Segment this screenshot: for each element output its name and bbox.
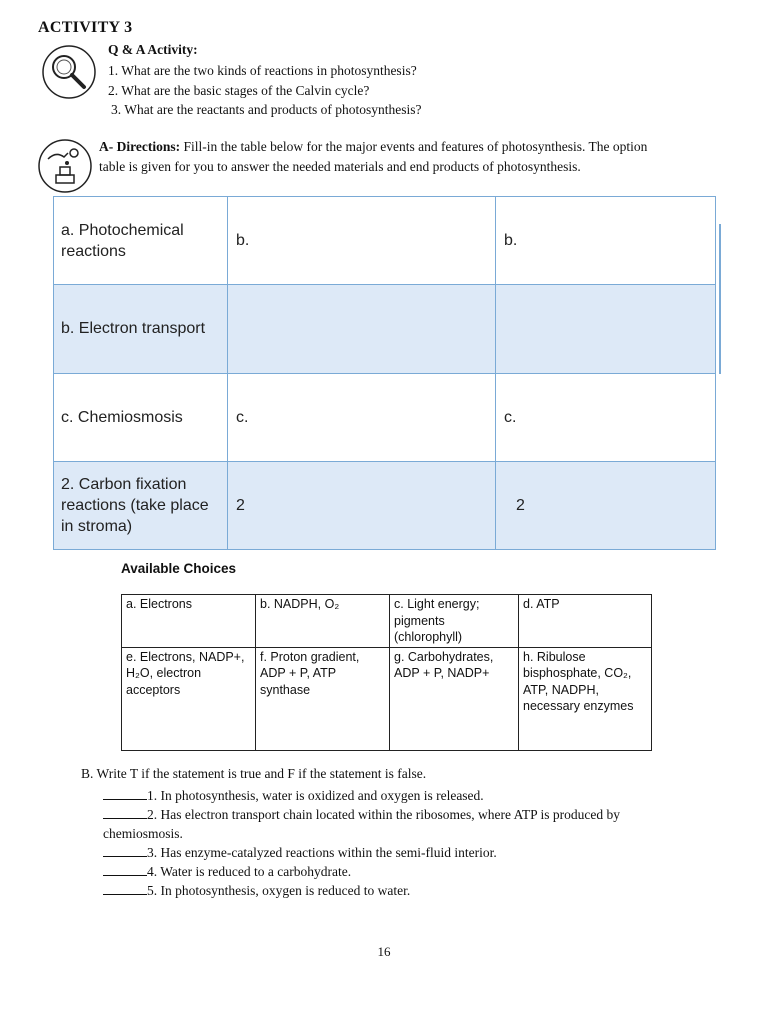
- row-label: a. Photochemical reactions: [54, 197, 228, 285]
- list-item: 4. Water is reduced to a carbohydrate.: [103, 862, 703, 881]
- answer-blank[interactable]: [103, 806, 147, 819]
- true-false-heading: B. Write T if the statement is true and F if the statement is false.: [81, 766, 427, 781]
- qa-question: 1. What are the two kinds of reactions in photosynthesis?: [108, 63, 417, 78]
- activity-title: ACTIVITY 3: [38, 19, 133, 36]
- page-number: 16: [377, 944, 391, 959]
- row-label: b. Electron transport: [54, 285, 228, 373]
- answer-cell[interactable]: 2: [228, 461, 496, 549]
- table-row: [54, 285, 716, 373]
- list-item: 2. Has electron transport chain located within the ribosomes, where ATP is produced by chemiosmosis.: [103, 807, 621, 841]
- qa-question: 3. What are the reactants and products of photosynthesis?: [111, 102, 422, 117]
- directions-body: Fill-in the table below for the major events and features of photosynthesis. The option table is given for you to answer the needed materials and end products of photosynthesis.: [99, 139, 648, 174]
- table-edge-divider: [719, 224, 721, 374]
- table-row: [122, 647, 652, 750]
- choice-cell: a. Electrons: [122, 595, 256, 648]
- choice-cell: g. Carbohydrates, ADP + P, NADP+: [390, 647, 519, 750]
- choice-cell: e. Electrons, NADP+, H₂O, electron acceptors: [122, 647, 256, 750]
- answer-cell[interactable]: c.: [496, 373, 716, 461]
- directions-label: A- Directions:: [99, 139, 181, 154]
- answer-blank[interactable]: [103, 863, 147, 876]
- answer-cell[interactable]: b.: [228, 197, 496, 285]
- choices-title: Available Choices: [121, 561, 237, 576]
- row-label: c. Chemiosmosis: [54, 373, 228, 461]
- answer-cell[interactable]: b.: [496, 197, 716, 285]
- answer-cell[interactable]: 2: [496, 461, 716, 549]
- answer-cell[interactable]: [228, 285, 496, 373]
- table-row: [54, 373, 716, 461]
- magnifier-icon: [40, 43, 98, 101]
- table-row: [122, 595, 652, 648]
- answer-blank[interactable]: [103, 882, 147, 895]
- choice-cell: c. Light energy; pigments (chlorophyll): [390, 595, 519, 648]
- answer-blank[interactable]: [103, 787, 147, 800]
- choice-cell: f. Proton gradient, ADP + P, ATP synthase: [256, 647, 390, 750]
- choice-cell: h. Ribulose bisphosphate, CO₂, ATP, NADPH, necessary enzymes: [519, 647, 652, 750]
- table-row: [54, 197, 716, 285]
- true-false-list: [103, 786, 703, 900]
- directions-text: [99, 137, 659, 176]
- answer-blank[interactable]: [103, 844, 147, 857]
- row-label: 2. Carbon fixation reactions (take place in stroma): [54, 461, 228, 549]
- lab-experiment-icon: [36, 137, 94, 195]
- answer-cell[interactable]: [496, 285, 716, 373]
- answer-cell[interactable]: c.: [228, 373, 496, 461]
- choice-cell: d. ATP: [519, 595, 652, 648]
- choice-cell: b. NADPH, O₂: [256, 595, 390, 648]
- table-row: [54, 461, 716, 549]
- list-item: 1. In photosynthesis, water is oxidized and oxygen is released.: [103, 786, 703, 805]
- qa-heading: Q & A Activity:: [108, 42, 198, 57]
- choices-table: [121, 594, 652, 751]
- qa-question: 2. What are the basic stages of the Calvin cycle?: [108, 82, 370, 98]
- list-item: 5. In photosynthesis, oxygen is reduced to water.: [103, 881, 703, 900]
- qa-question-list: [108, 61, 422, 120]
- list-item: 3. Has enzyme-catalyzed reactions within the semi-fluid interior.: [103, 843, 703, 862]
- photosynthesis-table: [53, 196, 716, 550]
